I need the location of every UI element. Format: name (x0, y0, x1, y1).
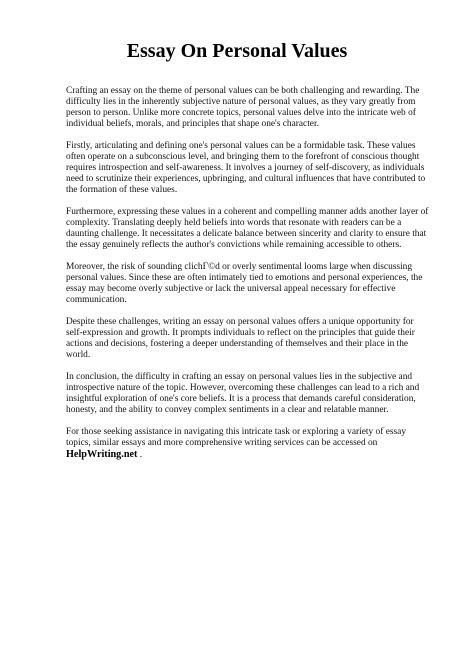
document-body (66, 86, 430, 472)
helpwriting-link[interactable]: HelpWriting.net (66, 449, 138, 461)
paragraph-6: In conclusion, the difficulty in crafting an essay on personal values lies in the subjective and introspective nature of the topic. However, overcoming these challenges can lead to a rich and insightful exploration of one's core beliefs. It is a process that demands careful consideration, honesty, and the ability to convey complex sentiments in a clear and relatable manner. (66, 371, 420, 416)
closing-suffix: . (137, 450, 143, 461)
paragraph-3: Furthermore, expressing these values in a coherent and compelling manner adds another layer of complexity. Translating deeply held beliefs into words that resonate with readers can be a daunting challenge. It necessitates a delicate balance between sincerity and clarity to ensure that the essay genuinely reflects the author's convictions while remaining accessible to others. (66, 207, 429, 251)
closing-paragraph (66, 427, 430, 461)
paragraph-2: Firstly, articulating and defining one's personal values can be a formidable task. These values often operate on a subconscious level, and bringing them to the forefront of conscious thought requires introspection and self-awareness. It involves a journey of self-discovery, as individuals need to scrutinize their experiences, upbringing, and cultural influences that have contributed to the formation of these values. (66, 140, 426, 196)
document-title: Essay On Personal Values (126, 40, 348, 62)
paragraph-1: Crafting an essay on the theme of personal values can be both challenging and rewarding. The difficulty lies in the inherently subjective nature of personal values, as they vary greatly from person to person. Unlike more concrete topics, personal values delve into the intricate web of individual beliefs, morals, and principles that shape one's character. (66, 86, 420, 130)
closing-text: For those seeking assistance in navigating this intricate task or exploring a variety of essay topics, similar essays and more comprehensive writing services can be accessed on (66, 426, 407, 448)
paragraph-4: Moreover, the risk of sounding clichГ©d or overly sentimental looms large when discussing personal values. Since these are often intimately tied to emotions and personal experiences, the essay may become overly subjective or lack the universal appeal necessary for effective communication. (66, 262, 423, 306)
paragraph-5: Despite these challenges, writing an essay on personal values offers a unique opportunity for self-expression and growth. It prompts individuals to reflect on the principles that guide their actions and decisions, fostering a deeper understanding of themselves and their place in the world. (66, 316, 415, 361)
